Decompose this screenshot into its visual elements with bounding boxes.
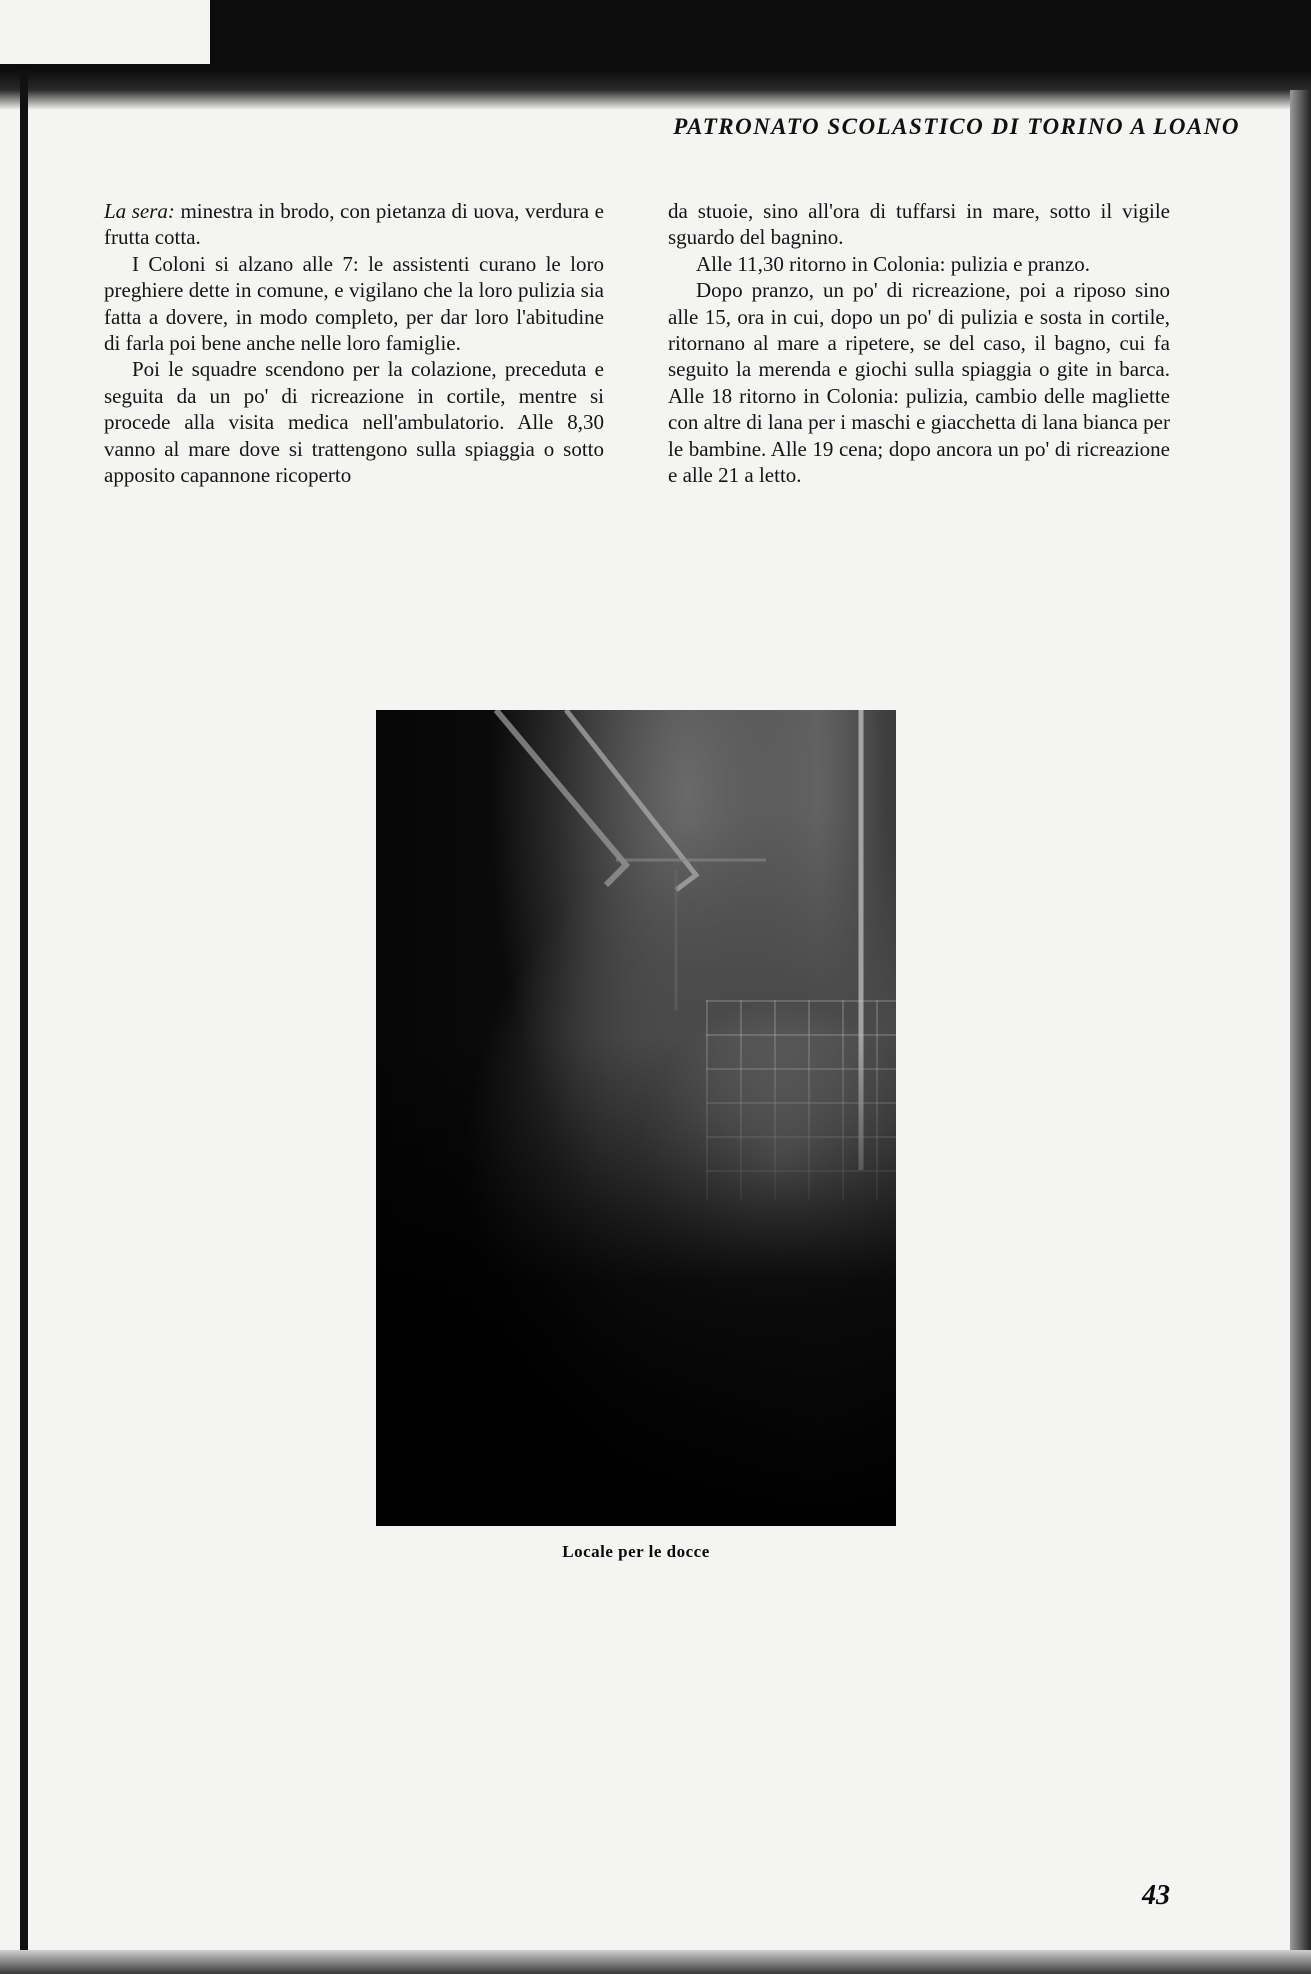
running-title: PATRONATO SCOLASTICO DI TORINO A LOANO bbox=[673, 114, 1240, 139]
right-column bbox=[668, 198, 1170, 488]
photo-shadow bbox=[376, 710, 896, 1526]
shower-room-photo bbox=[376, 710, 896, 1526]
figure-caption: Locale per le docce bbox=[562, 1542, 710, 1561]
scan-border-right bbox=[1290, 90, 1311, 1974]
scan-border-bottom bbox=[0, 1950, 1311, 1974]
left-column bbox=[104, 198, 604, 488]
paragraph: da stuoie, sino all'ora di tuffarsi in mare, sotto il vigile sguardo del bagnino. bbox=[668, 199, 1170, 250]
scan-border-left bbox=[20, 70, 28, 1974]
paragraph: Dopo pranzo, un po' di ricreazione, poi a riposo sino alle 15, ora in cui, dopo un po' di pulizia e sosta in cortile, ritornano al mare a ripetere, se del caso, il bagno, cui fa seguito la merenda e giochi sulla spiaggia o gite in barca. Alle 18 ritorno in Colonia: pulizia, cambio delle magliette con altre di lana per i maschi e giacchetta di lana bianca per le bambine. Alle 19 cena; dopo ancora un po' di ricreazione e alle 21 a letto. bbox=[668, 278, 1170, 488]
scan-border-notch bbox=[0, 0, 210, 64]
paragraph-text: minestra in brodo, con pietanza di uova, verdura e frutta cotta. bbox=[104, 199, 604, 250]
paragraph bbox=[104, 198, 604, 251]
page-number: 43 bbox=[1142, 1880, 1170, 1911]
paragraph: Alle 11,30 ritorno in Colonia: pulizia e pranzo. bbox=[696, 251, 1091, 276]
paragraph: I Coloni si alzano alle 7: le assistenti curano le loro preghiere dette in comune, e vigilano che la loro pulizia sia fatta a dovere, in modo completo, per dar loro l'abitudine di farla poi bene anche nelle loro famiglie. bbox=[104, 251, 604, 356]
paragraph-lead: La sera: bbox=[104, 199, 175, 223]
paragraph: Poi le squadre scendono per la colazione, preceduta e seguita da un po' di ricreazione in cortile, mentre si procede alla visita medica nell'ambulatorio. Alle 8,30 vanno al mare dove si trattengono sulla spiaggia o sotto apposito capannone ricoperto bbox=[104, 357, 604, 488]
